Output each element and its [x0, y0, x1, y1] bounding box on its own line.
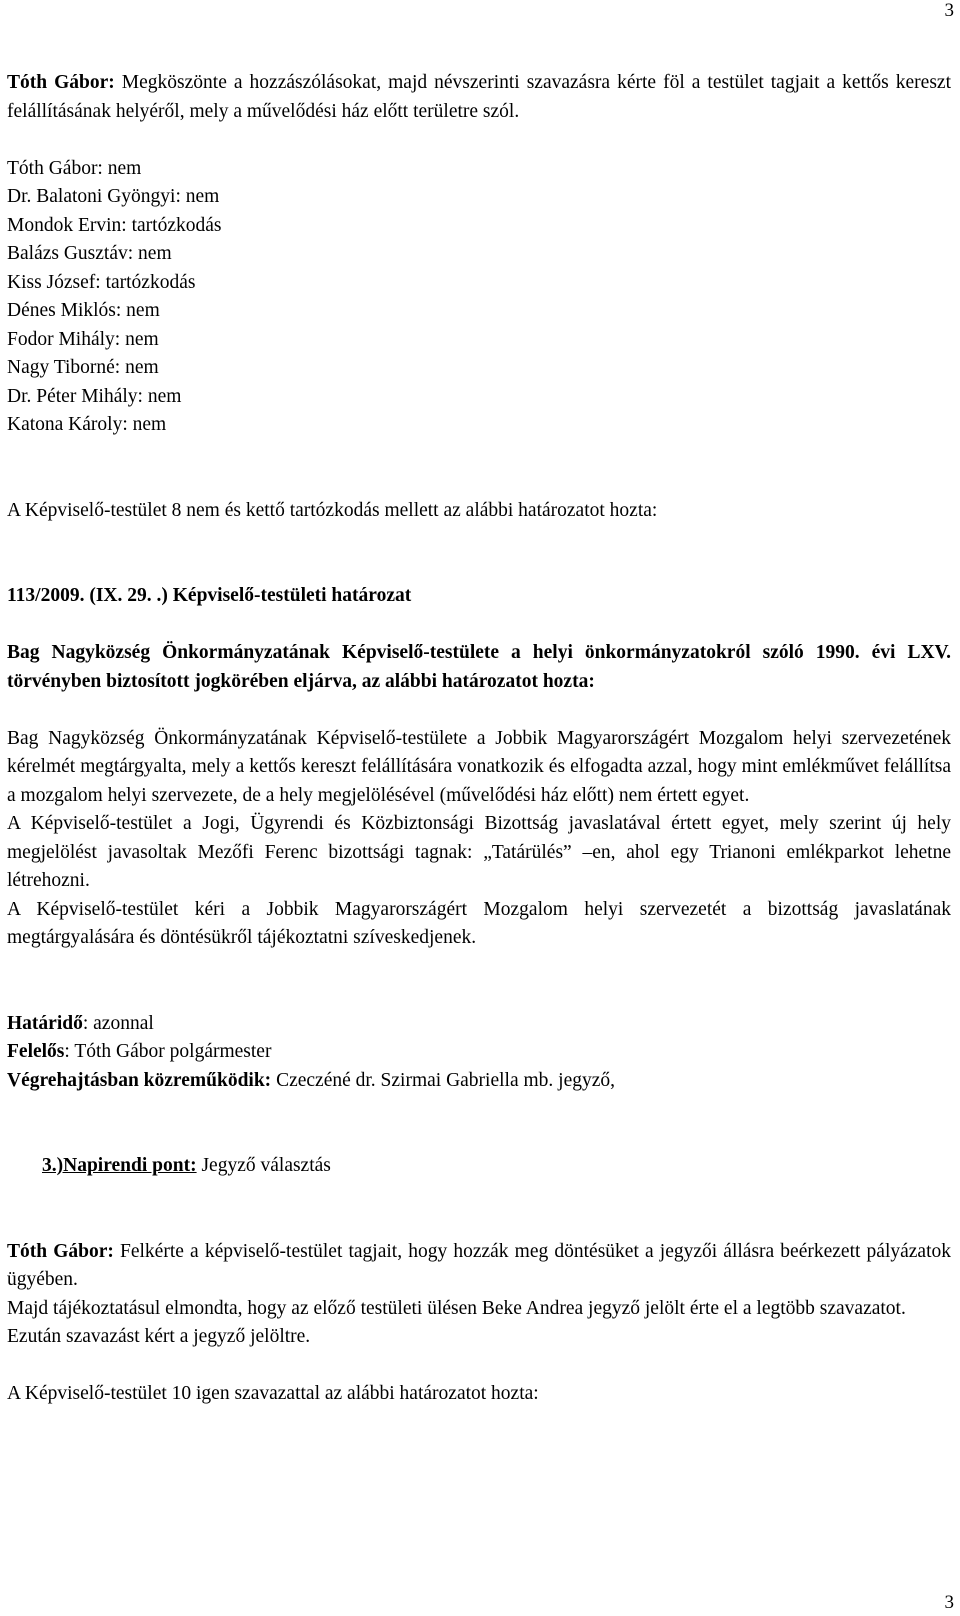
vote-item: Nagy Tiborné: nem	[7, 357, 159, 378]
agenda-title: Jegyző választás	[196, 1155, 331, 1176]
vote-item: Dénes Miklós: nem	[7, 300, 160, 321]
cooperation-label: Végrehajtásban közreműködik:	[7, 1069, 272, 1091]
vote-item: Tóth Gábor: nem	[7, 157, 142, 179]
responsible-line	[7, 1038, 951, 1067]
resolution-preamble: Bag Nagyközség Önkormányzatának Képviselő-testülete a helyi önkormányzatokról szóló 1990. évi LXV. törvényben biztosított jogkörében eljárva, az alábbi határozatot hozta:	[7, 642, 951, 692]
closing-text-1: Felkérte a képviselő-testület tagjait, hogy hozzák meg döntésüket a jegyzői állásra beérkezett pályázatok ügyében.	[7, 1240, 951, 1290]
intro-paragraph	[7, 69, 951, 126]
resolution-body-3: A Képviselő-testület kéri a Jobbik Magyarországért Mozgalom helyi szervezetét a bizottság javaslatának megtárgyalására és döntésükről tájékoztatni szíveskedjenek.	[7, 898, 951, 948]
deadline-line	[7, 1010, 951, 1039]
agenda-label: 3.)Napirendi pont:	[42, 1155, 197, 1176]
resolution-number: 113/2009. (IX. 29. .) Képviselő-testületi határozat	[7, 585, 412, 606]
resolution-body-2: A Képviselő-testület a Jogi, Ügyrendi és Közbiztonsági Bizottság javaslatával értett egyet, mely szerint új hely megjelölést javasoltak Mezőfi Ferenc bizottsági tagnak: „Tatárülés” –en, ahol egy Trianoni emlékparkot lehetne létrehozni.	[7, 813, 951, 891]
closing-paragraph-1	[7, 1238, 951, 1295]
deadline-label: Határidő	[7, 1012, 83, 1034]
responsible-value: : Tóth Gábor polgármester	[64, 1041, 272, 1062]
intro-text: Megköszönte a hozzászólásokat, majd névszerinti szavazásra kérte föl a testület tagjait a kettős kereszt felállításának helyéről, mely a művelődési ház előtt területre szól.	[7, 72, 951, 122]
vote-item: Katona Károly: nem	[7, 414, 167, 435]
final-vote: A Képviselő-testület 10 igen szavazattal az alábbi határozatot hozta:	[7, 1383, 539, 1404]
cooperation-line	[7, 1067, 951, 1096]
agenda-heading	[7, 1152, 951, 1181]
deadline-value: : azonnal	[82, 1012, 154, 1034]
vote-item: Dr. Péter Mihály: nem	[7, 385, 182, 407]
closing-speaker: Tóth Gábor:	[7, 1240, 114, 1262]
vote-item: Dr. Balatoni Gyöngyi: nem	[7, 186, 220, 207]
vote-item: Mondok Ervin: tartózkodás	[7, 214, 222, 236]
page-number-bottom: 3	[944, 1592, 954, 1613]
resolution-body-1: Bag Nagyközség Önkormányzatának Képviselő-testülete a Jobbik Magyarországért Mozgalom helyi szervezetének kérelmét megtárgyalta, mely a kettős kereszt felállítására vonatkozik és elfogadta azzal, hogy mint emlékművet felállítsa a mozgalom helyi szervezete, de a hely megjelölésével (művelődési ház előtt) nem értett egyet.	[7, 727, 951, 806]
closing-paragraph-2: Majd tájékoztatásul elmondta, hogy az előző testületi ülésen Beke Andrea jegyző jelölt érte el a legtöbb szavazatot.	[7, 1297, 906, 1319]
cooperation-value: Czeczéné dr. Szirmai Gabriella mb. jegyző,	[271, 1069, 616, 1091]
vote-item: Kiss József: tartózkodás	[7, 271, 196, 293]
vote-item: Balázs Gusztáv: nem	[7, 243, 172, 264]
vote-item: Fodor Mihály: nem	[7, 328, 159, 350]
vote-result: A Képviselő-testület 8 nem és kettő tartózkodás mellett az alábbi határozatot hozta:	[7, 499, 658, 521]
responsible-label: Felelős	[7, 1041, 65, 1062]
closing-paragraph-3: Ezután szavazást kért a jegyző jelöltre.	[7, 1326, 311, 1347]
vote-list	[7, 155, 951, 440]
document-body	[7, 69, 951, 1409]
intro-speaker: Tóth Gábor:	[7, 72, 115, 93]
page-number-top: 3	[944, 0, 954, 21]
